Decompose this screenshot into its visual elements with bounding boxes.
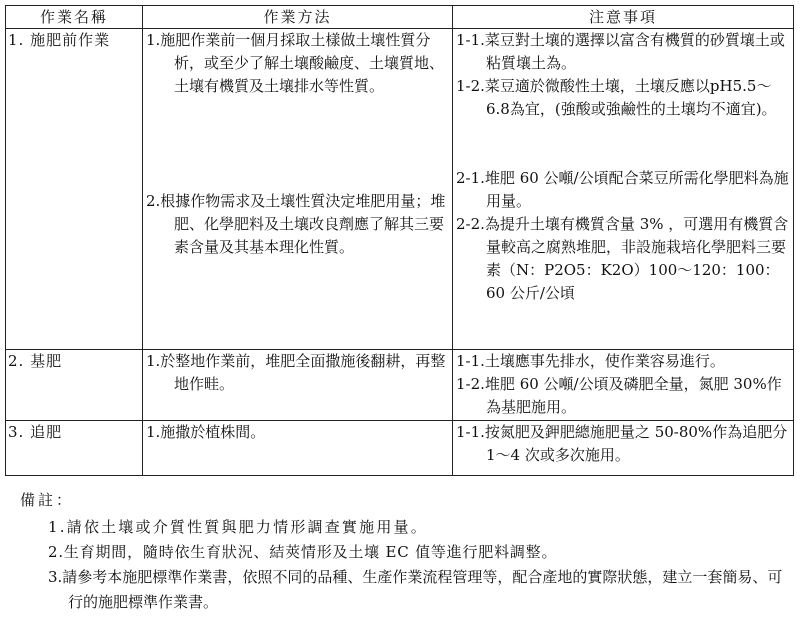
note-text: 1-1.土壤應事先排水，使作業容易進行。 [456, 352, 725, 370]
table-row [6, 350, 794, 421]
row-notes [453, 350, 794, 421]
row-name: 2. 基肥 [6, 350, 143, 421]
note-item [456, 373, 790, 419]
remark-item: 1.請依土壤或介質性質與肥力情形調查實施用量。 [48, 518, 428, 536]
method-text: 1.施撒於植株間。 [146, 423, 266, 441]
row-notes [453, 421, 794, 476]
note-item [456, 350, 790, 373]
note-text: 1-1.按氮肥及鉀肥總施肥量之 50-80%作為追肥分 1～4 次或多次施用。 [456, 423, 788, 464]
row-methods [143, 29, 453, 350]
note-text: 2-1.堆肥 60 公噸/公頃配合菜豆所需化學肥料為施用量。 [456, 169, 789, 210]
method-item [146, 190, 449, 259]
header-operation-name: 作業名稱 [6, 6, 143, 29]
header-precautions: 注意事項 [453, 6, 794, 29]
table-row [6, 29, 794, 350]
row-name: 1. 施肥前作業 [6, 29, 143, 350]
remark-item: 2.生育期間，隨時依生育狀況、結莢情形及土壤 EC 值等進行肥料調整。 [48, 543, 558, 561]
note-item [456, 213, 790, 305]
note-text: 1-1.菜豆對土壤的選擇以富含有機質的砂質壤土或粘質壤土為。 [456, 31, 785, 72]
header-operation-method: 作業方法 [143, 6, 453, 29]
method-text: 2.根據作物需求及土壤性質決定堆肥用量；堆肥、化學肥料及土壤改良劑應了解其三要素含量及其基本理化性質。 [146, 192, 446, 256]
note-item [456, 167, 790, 213]
table-header-row [6, 6, 794, 29]
note-item [456, 29, 790, 75]
note-text: 1-2.菜豆適於微酸性土壤，土壤反應以pH5.5～6.8為宜，(強酸或強鹼性的土壤均不適宜)。 [456, 77, 777, 118]
note-item [456, 75, 790, 121]
row-notes [453, 29, 794, 350]
note-item [456, 421, 790, 467]
fertilization-table [5, 5, 794, 476]
row-name: 3. 追肥 [6, 421, 143, 476]
row-methods [143, 421, 453, 476]
method-item [146, 29, 449, 98]
method-item [146, 350, 449, 396]
spacer [146, 98, 449, 190]
remark-item: 3.請參考本施肥標準作業書，依照不同的品種、生產作業流程管理等，配合產地的實際狀態，建立一套簡易、可行的施肥標準作業書。 [48, 568, 783, 611]
spacer [456, 121, 790, 167]
method-item [146, 421, 449, 444]
method-text: 1.於整地作業前，堆肥全面撒施後翻耕，再整地作畦。 [146, 352, 446, 393]
note-text: 2-2.為提升土壤有機質含量 3% ，可選用有機質含量較高之腐熟堆肥，非設施栽培化學肥料三要素（N：P2O5：K2O）100～120：100：60 公斤/公頃 [456, 215, 789, 302]
row-methods [143, 350, 453, 421]
method-text: 1.施肥作業前一個月採取土樣做土壤性質分析，或至少了解土壤酸鹼度、土壤質地、土壤有機質及土壤排水等性質。 [146, 31, 445, 95]
remarks-section [20, 488, 790, 615]
remarks-title: 備註： [20, 491, 75, 509]
note-text: 1-2.堆肥 60 公噸/公頃及磷肥全量，氮肥 30%作為基肥施用。 [456, 375, 782, 416]
table-row [6, 421, 794, 476]
